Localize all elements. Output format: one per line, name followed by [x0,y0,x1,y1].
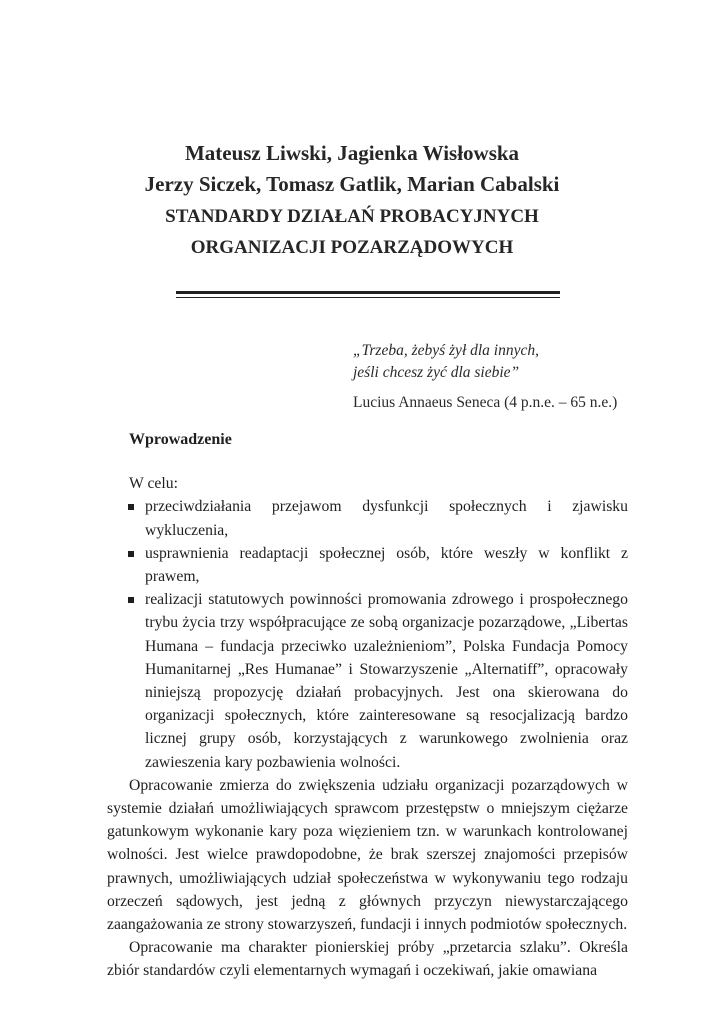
title-line-1: STANDARDY DZIAŁAŃ PROBACYJNYCH [165,206,539,227]
section-heading: Wprowadzenie [129,431,232,448]
title-rule-thick [176,291,560,294]
list-item [145,588,628,774]
title-line-2: ORGANIZACJI POZARZĄDOWYCH [190,237,514,258]
bullet-list [107,495,628,773]
paragraph: Opracowanie ma charakter pionierskiej próby „przetarcia szlaku”. Określa zbiór standardów czyli elementarnych wymagań i oczekiwań, jakie omawiana [107,939,628,980]
list-item-text: realizacji statutowych powinności promowania zdrowego i prospołecznego trybu życia trzy współpracujące ze sobą organizacje pozarządowe, „Libertas Humana – fundacja przeciwko uzależnieniom”, Polska Fundacja Pomocy Humanitarnej „Res Humanae” i Stowarzyszenie „Alternatiff”, opracowały niniejszą propozycję działań probacyjnych. Jest ona skierowana do organizacji społecznych, które zainteresowane są resocjalizacją bardzo licznej grupy osób, korzystających z warunkowego zwolnienia oraz zawieszenia kary pozbawienia wolności. [145,591,628,771]
authors-line-1: Mateusz Liwski, Jagienka Wisłowska [184,141,520,165]
paragraph: Opracowanie zmierza do zwiększenia udziału organizacji pozarządowych w systemie działań umożliwiających sprawcom przestępstw o mniejszym ciężarze gatunkowym wykonanie kary poza więzieniem tzn. w warunkach kontrolowanej wolności. Jest wielce prawdopodobne, że brak szerszej znajomości przepisów prawnych, umożliwiających udział społeczeństwa w wykonywaniu tego rodzaju orzeczeń sądowych, jest jedną z głównych przyczyn niewystarczającego zaangażowania ze strony stowarzyszeń, fundacji i innych podmiotów społecznych. [107,776,628,934]
list-item-text: przeciwdziałania przejawom dysfunkcji społecznych i zjawisku wykluczenia, [145,498,628,539]
list-item [145,495,628,541]
square-bullet-icon [128,597,134,603]
epigraph [353,340,653,414]
epigraph-source: Lucius Annaeus Seneca (4 p.n.e. – 65 n.e.) [353,394,618,411]
title-rule-thin [176,297,560,298]
authors-block [0,138,704,200]
list-item-text: usprawnienia readaptacji społecznej osób, które weszły w konflikt z prawem, [145,544,628,586]
square-bullet-icon [128,504,134,510]
article-title [0,201,704,263]
epigraph-line-1: „Trzeba, żebyś żył dla innych, [353,342,539,359]
list-item [145,542,628,588]
epigraph-line-2: jeśli chcesz żyć dla siebie” [353,364,520,381]
authors-line-2: Jerzy Siczek, Tomasz Gatlik, Marian Cabalski [144,172,560,196]
body-text [107,428,628,983]
square-bullet-icon [128,551,134,557]
list-intro: W celu: [129,475,178,493]
